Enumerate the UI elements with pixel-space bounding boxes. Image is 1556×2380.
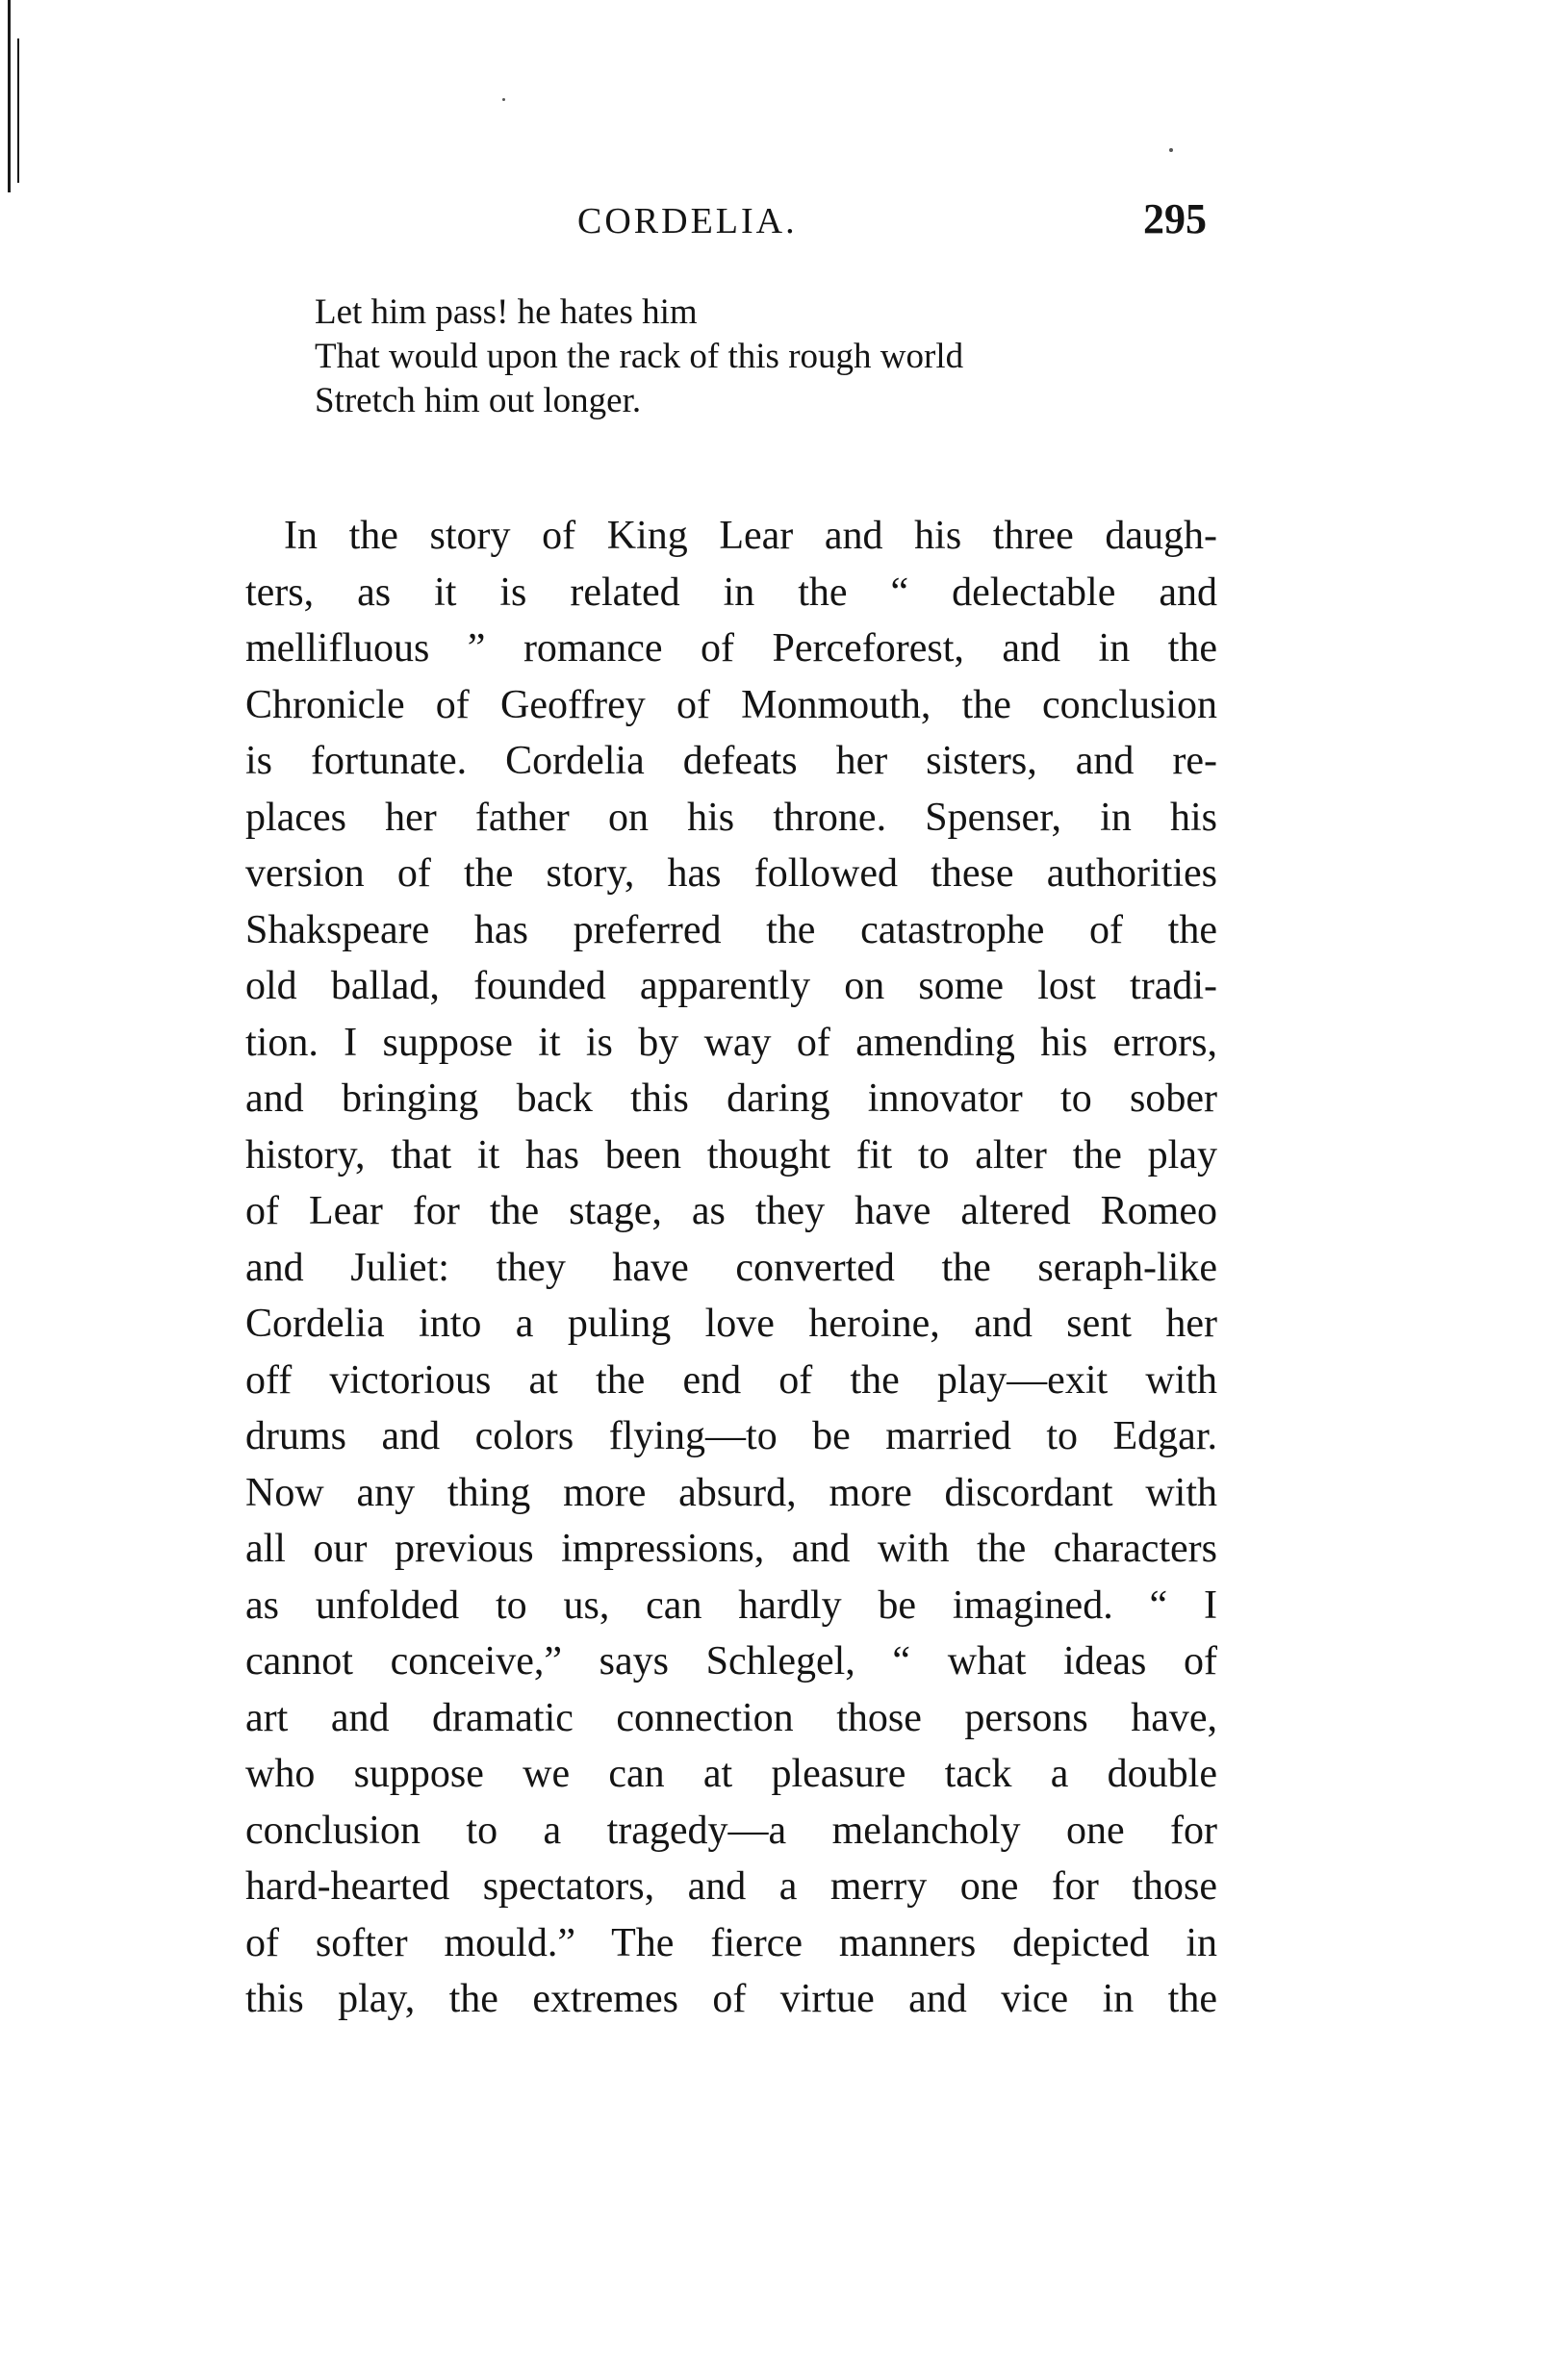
verse-line: That would upon the rack of this rough world — [315, 337, 964, 376]
text-line: Cordelia into a puling love heroine, and sent her — [245, 1302, 1217, 1346]
text-line: old ballad, founded apparently on some lost tradi- — [245, 964, 1217, 1008]
text-line: of Lear for the stage, as they have altered Romeo — [245, 1189, 1217, 1233]
scan-speck — [1169, 148, 1173, 152]
body-paragraph — [245, 508, 1217, 2028]
text-line: tion. I suppose it is by way of amending his errors, — [245, 1020, 1217, 1065]
verse-quotation — [315, 291, 963, 423]
text-line: Chronicle of Geoffrey of Monmouth, the conclusion — [245, 682, 1217, 727]
text-line: of softer mould.” The fierce manners depicted in — [245, 1920, 1217, 1965]
text-line: art and dramatic connection those persons have, — [245, 1695, 1217, 1740]
text-line: who suppose we can at pleasure tack a double — [245, 1752, 1217, 1796]
text-line: hard-hearted spectators, and a merry one for those — [245, 1864, 1217, 1909]
text-line: off victorious at the end of the play—exit with — [245, 1357, 1217, 1403]
text-line: drums and colors flying—to be married to Edgar. — [245, 1414, 1217, 1458]
text-line: this play, the extremes of virtue and vice in the — [245, 1977, 1217, 2021]
scan-edge-mark — [17, 38, 19, 183]
verse-line: Stretch him out longer. — [315, 381, 642, 420]
text-line: cannot conceive,” says Schlegel, “ what ideas of — [245, 1639, 1217, 1684]
text-line: version of the story, has followed these authorities — [245, 851, 1217, 896]
text-line: In the story of King Lear and his three daugh- — [284, 514, 1217, 558]
text-line: as unfolded to us, can hardly be imagined. “ I — [245, 1582, 1217, 1628]
text-line: and Juliet: they have converted the seraph-like — [245, 1245, 1217, 1290]
text-line: places her father on his throne. Spenser, in his — [245, 795, 1217, 840]
scan-speck — [502, 98, 505, 101]
verse-line: Let him pass! he hates him — [315, 292, 698, 332]
text-line: is fortunate. Cordelia defeats her sisters, and re- — [245, 739, 1217, 783]
text-line: all our previous impressions, and with the characters — [245, 1527, 1217, 1571]
text-line: ters, as it is related in the “ delectable and — [245, 570, 1217, 615]
text-line: history, that it has been thought fit to alter the play — [245, 1132, 1217, 1177]
text-line: and bringing back this daring innovator to sober — [245, 1076, 1217, 1121]
page-number: 295 — [1143, 195, 1207, 242]
text-line: conclusion to a tragedy—a melancholy one for — [245, 1808, 1217, 1853]
scan-edge-mark — [8, 0, 11, 192]
running-title: CORDELIA. — [577, 201, 798, 241]
text-line: Now any thing more absurd, more discordant with — [245, 1470, 1217, 1515]
text-line: Shakspeare has preferred the catastrophe of the — [245, 907, 1217, 952]
text-line: mellifluous ” romance of Perceforest, and in the — [245, 626, 1217, 671]
